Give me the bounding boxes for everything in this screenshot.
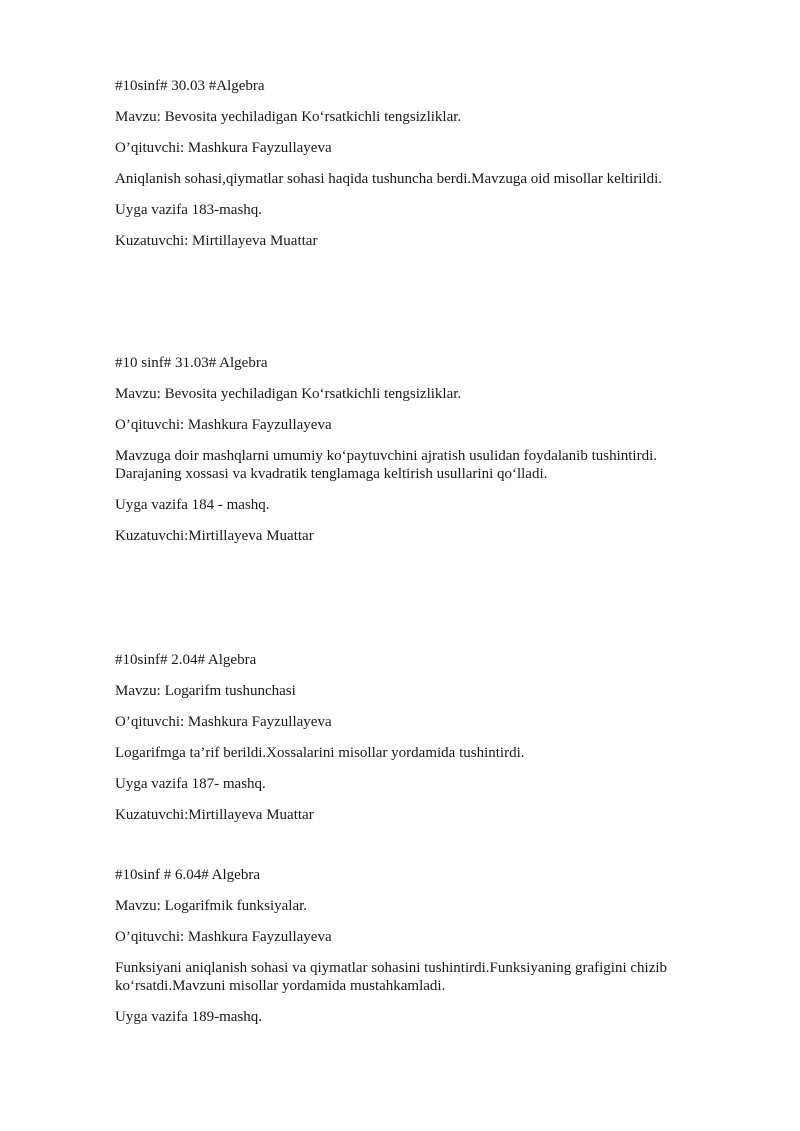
entry-topic: Mavzu: Bevosita yechiladigan Ko‘rsatkichli tengsizliklar. bbox=[115, 109, 462, 125]
entry-header: #10sinf# 2.04# Algebra bbox=[115, 652, 257, 668]
lesson-entry-2 bbox=[115, 354, 725, 545]
lesson-entry-1 bbox=[115, 77, 725, 250]
entry-description: Mavzuga doir mashqlarni umumiy ko‘paytuvchini ajratish usulidan foydalanib tushintirdi. Darajaning xossasi va kvadratik tenglamaga keltirish usullarini qo‘lladi. bbox=[115, 448, 657, 482]
entry-homework: Uyga vazifa 184 - mashq. bbox=[115, 497, 270, 513]
entry-observer: Kuzatuvchi: Mirtillayeva Muattar bbox=[115, 233, 318, 249]
entry-header: #10sinf # 6.04# Algebra bbox=[115, 867, 260, 883]
lesson-entry-4 bbox=[115, 866, 725, 1026]
entry-description: Logarifmga ta’rif berildi.Xossalarini misollar yordamida tushintirdi. bbox=[115, 745, 525, 761]
entry-topic: Mavzu: Bevosita yechiladigan Ko‘rsatkichli tengsizliklar. bbox=[115, 386, 462, 402]
entry-teacher: O’qituvchi: Mashkura Fayzullayeva bbox=[115, 929, 332, 945]
entry-topic: Mavzu: Logarifm tushunchasi bbox=[115, 683, 296, 699]
entry-observer: Kuzatuvchi:Mirtillayeva Muattar bbox=[115, 528, 314, 544]
entry-homework: Uyga vazifa 189-mashq. bbox=[115, 1009, 263, 1025]
entry-topic: Mavzu: Logarifmik funksiyalar. bbox=[115, 898, 308, 914]
entry-homework: Uyga vazifa 187- mashq. bbox=[115, 776, 266, 792]
entry-teacher: O’qituvchi: Mashkura Fayzullayeva bbox=[115, 417, 332, 433]
entry-description: Aniqlanish sohasi,qiymatlar sohasi haqida tushuncha berdi.Mavzuga oid misollar keltirildi. bbox=[115, 171, 662, 187]
entry-teacher: O’qituvchi: Mashkura Fayzullayeva bbox=[115, 140, 332, 156]
entry-header: #10 sinf# 31.03# Algebra bbox=[115, 355, 268, 371]
entry-header: #10sinf# 30.03 #Algebra bbox=[115, 78, 265, 94]
lesson-entry-3 bbox=[115, 651, 725, 824]
entry-observer: Kuzatuvchi:Mirtillayeva Muattar bbox=[115, 807, 314, 823]
entry-description: Funksiyani aniqlanish sohasi va qiymatlar sohasini tushintirdi.Funksiyaning grafigini chizib ko‘rsatdi.Mavzuni misollar yordamida mustahkamladi. bbox=[115, 960, 668, 994]
entry-homework: Uyga vazifa 183-mashq. bbox=[115, 202, 263, 218]
entry-teacher: O’qituvchi: Mashkura Fayzullayeva bbox=[115, 714, 332, 730]
